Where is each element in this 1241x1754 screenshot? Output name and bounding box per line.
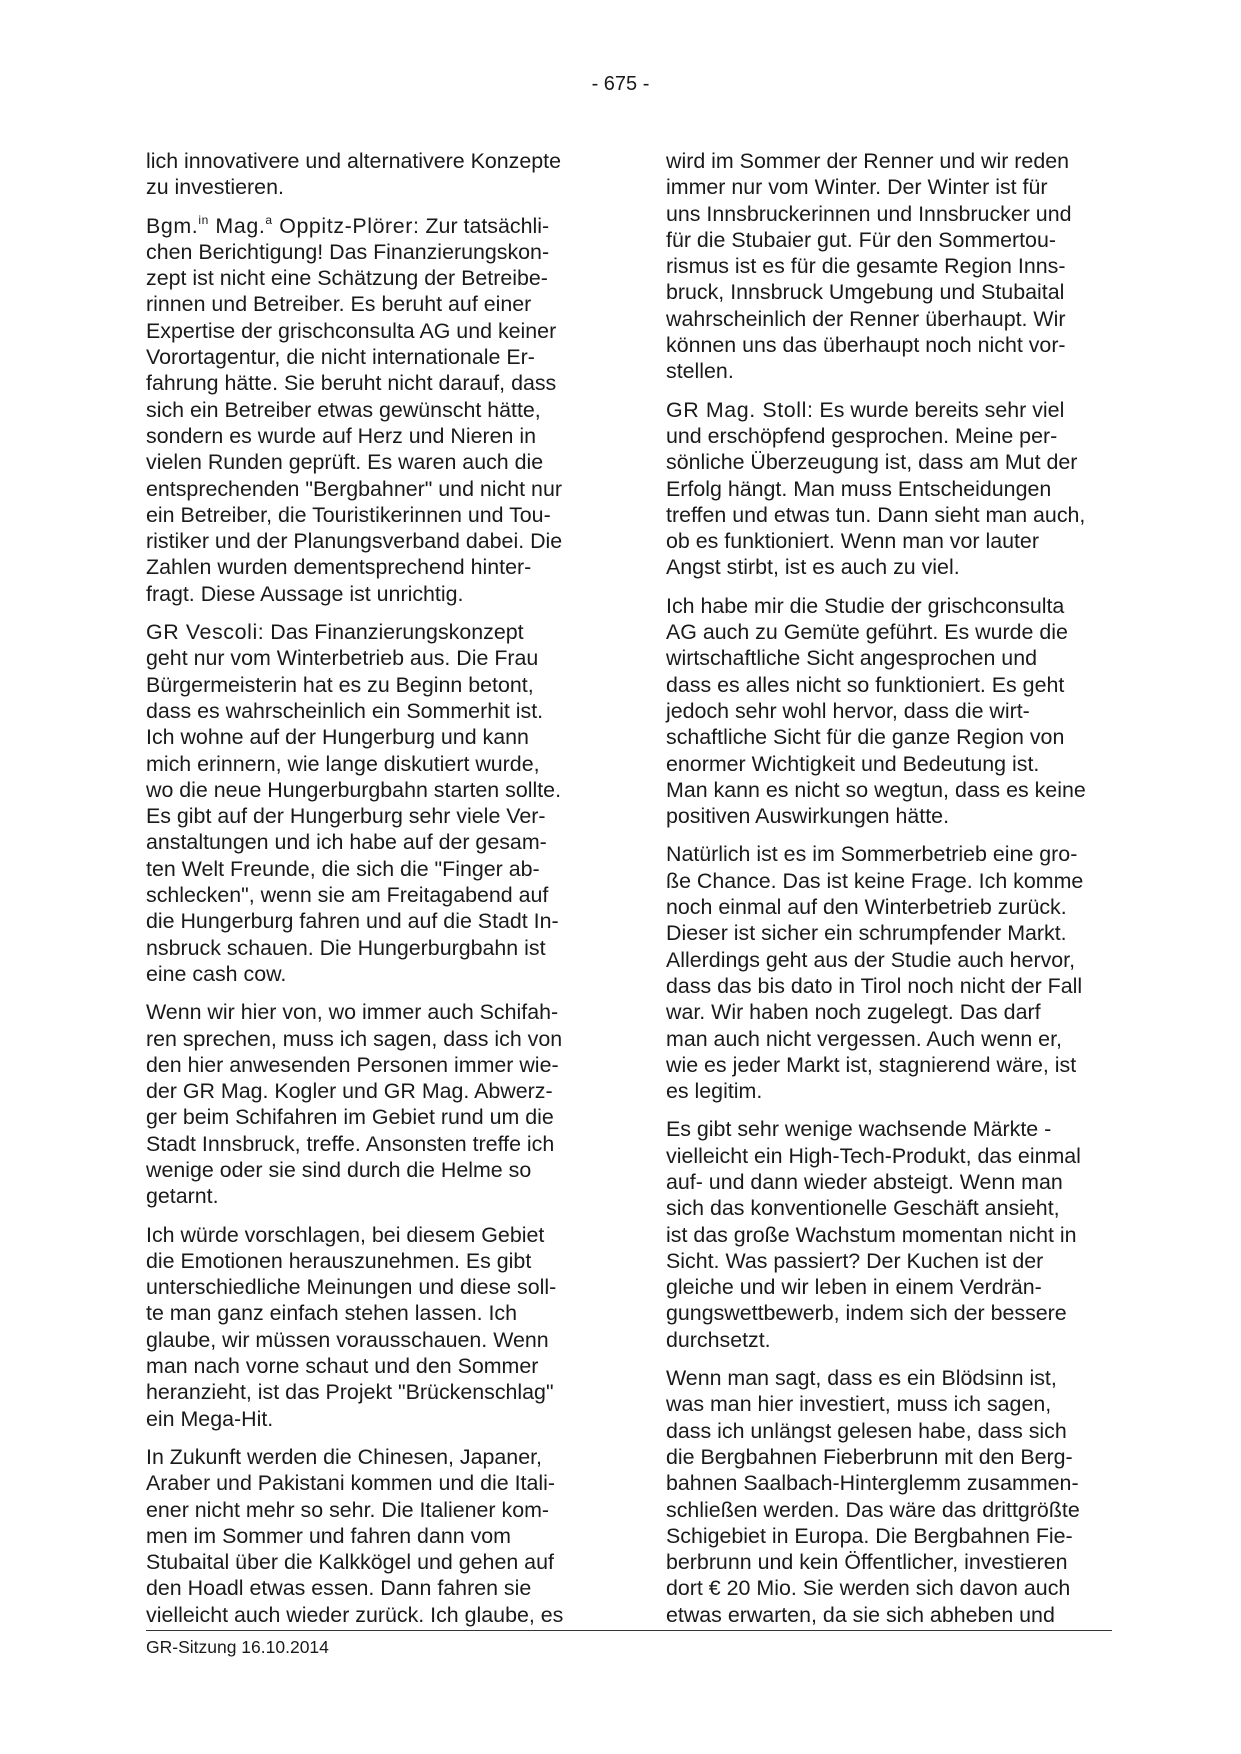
text-line: uns Innsbruckerinnen und Innsbrucker und [666, 201, 1072, 226]
text-line: Expertise der grischconsulta AG und keiner [146, 318, 557, 343]
text-line: Zur tatsächli- [419, 213, 550, 238]
text-line: vielleicht ein High-Tech-Produkt, das einmal [666, 1143, 1081, 1168]
text-line: anstaltungen und ich habe auf der gesam- [146, 830, 547, 855]
paragraph [146, 1444, 604, 1628]
text-line: nsbruck schauen. Die Hungerburgbahn ist [146, 935, 546, 960]
text-line: noch einmal auf den Winterbetrieb zurück. [666, 895, 1067, 920]
text-line: sondern es wurde auf Herz und Nieren in [146, 423, 537, 448]
text-line: gungswettbewerb, indem sich der bessere [666, 1301, 1067, 1326]
text-line: Es wurde bereits sehr viel [813, 397, 1065, 422]
paragraph-oppitz-ploerer [146, 213, 604, 607]
text-line: Bürgermeisterin hat es zu Beginn betont, [146, 672, 534, 697]
speaker-name: Bgm.$^{in}$ Mag.$^a$ Oppitz-Plörer: [146, 212, 420, 238]
text-line: die Hungerburg fahren und auf die Stadt In- [146, 909, 559, 934]
text-line: Allerdings geht aus der Studie auch hervor, [666, 947, 1076, 972]
text-line: ße Chance. Das ist keine Frage. Ich komme [666, 868, 1084, 893]
text-line: Wenn man sagt, dass es ein Blödsinn ist, [666, 1366, 1057, 1391]
footer-session-date: GR-Sitzung 16.10.2014 [146, 1637, 329, 1657]
text-line: Dieser ist sicher ein schrumpfender Markt. [666, 921, 1067, 946]
text-line: ein Betreiber, die Touristikerinnen und Tou- [146, 502, 551, 527]
text-line: wo die neue Hungerburgbahn starten sollte. [146, 777, 562, 802]
text-line: Schigebiet in Europa. Die Bergbahnen Fie- [666, 1523, 1073, 1548]
paragraph [666, 841, 1126, 1104]
text-line: auf- und dann wieder absteigt. Wenn man [666, 1169, 1063, 1194]
paragraph [666, 1116, 1126, 1353]
text-line: wenige oder sie sind durch die Helme so [146, 1157, 532, 1182]
text-line: mich erinnern, wie lange diskutiert wurde, [146, 751, 540, 776]
text-line: AG auch zu Gemüte geführt. Es wurde die [666, 620, 1068, 645]
text-line: fragt. Diese Aussage ist unrichtig. [146, 581, 464, 606]
text-line: schließen werden. Das wäre das drittgrößte [666, 1497, 1080, 1522]
text-line: ener nicht mehr so sehr. Die Italiener kom- [146, 1497, 550, 1522]
text-line: den hier anwesenden Personen immer wie- [146, 1052, 559, 1077]
text-line: Natürlich ist es im Sommerbetrieb eine gro- [666, 842, 1078, 867]
text-line: ristiker und der Planungsverband dabei. Die [146, 529, 563, 554]
text-line: Es gibt sehr wenige wachsende Märkte - [666, 1117, 1052, 1142]
text-line: wahrscheinlich der Renner überhaupt. Wir [666, 306, 1066, 331]
paragraph-vescoli [146, 619, 604, 987]
text-line: Wenn wir hier von, wo immer auch Schifah- [146, 1000, 559, 1025]
text-line: können uns das überhaupt noch nicht vor- [666, 333, 1066, 358]
text-line: man auch nicht vergessen. Auch wenn er, [666, 1026, 1062, 1051]
text-line: war. Wir haben noch zugelegt. Das darf [666, 1000, 1041, 1025]
text-line: etwas erwarten, da sie sich abheben und [666, 1602, 1055, 1627]
text-line: gleiche und wir leben in einem Verdrän- [666, 1275, 1042, 1300]
text-line: Sicht. Was passiert? Der Kuchen ist der [666, 1248, 1044, 1273]
text-line: Stubaital über die Kalkkögel und gehen auf [146, 1550, 554, 1575]
text-line: dass es wahrscheinlich ein Sommerhit ist. [146, 698, 544, 723]
text-line: schlecken", wenn sie am Freitagabend auf [146, 883, 549, 908]
text-line: berbrunn und kein Öffentlicher, investieren [666, 1550, 1068, 1575]
text-line: den Hoadl etwas essen. Dann fahren sie [146, 1576, 532, 1601]
paragraph [666, 148, 1126, 385]
text-line: rinnen und Betreiber. Es beruht auf einer [146, 292, 532, 317]
text-line: Das Finanzierungskonzept [264, 620, 524, 645]
text-line: ren sprechen, muss ich sagen, dass ich von [146, 1026, 563, 1051]
text-line: treffen und etwas tun. Dann sieht man auch, [666, 502, 1086, 527]
text-line: entsprechenden "Bergbahner" und nicht nur [146, 476, 562, 501]
paragraph [666, 1365, 1126, 1628]
left-column [146, 148, 604, 1640]
text-line: eine cash cow. [146, 961, 287, 986]
text-line: durchsetzt. [666, 1327, 771, 1352]
text-line: dort € 20 Mio. Sie werden sich davon auch [666, 1576, 1071, 1601]
text-line: te man ganz einfach stehen lassen. Ich [146, 1301, 518, 1326]
text-line: Es gibt auf der Hungerburg sehr viele Ver- [146, 804, 546, 829]
text-line: und erschöpfend gesprochen. Meine per- [666, 423, 1058, 448]
text-line: Araber und Pakistani kommen und die Itali- [146, 1471, 556, 1496]
text-line: der GR Mag. Kogler und GR Mag. Abwerz- [146, 1079, 553, 1104]
text-line: Zahlen wurden dementsprechend hinter- [146, 555, 532, 580]
text-line: zept ist nicht eine Schätzung der Betreibe- [146, 266, 548, 291]
text-line: getarnt. [146, 1184, 219, 1209]
text-line: geht nur vom Winterbetrieb aus. Die Frau [146, 646, 539, 671]
text-line: Stadt Innsbruck, treffe. Ansonsten treffe ich [146, 1131, 555, 1156]
page-number: - 675 - [591, 73, 650, 95]
text-line: heranzieht, ist das Projekt "Brückenschlag" [146, 1380, 554, 1405]
text-line: wird im Sommer der Renner und wir reden [666, 149, 1070, 173]
paragraph-stoll [666, 397, 1126, 581]
text-line: Erfolg hängt. Man muss Entscheidungen [666, 476, 1052, 501]
text-line: sich ein Betreiber etwas gewünscht hätte, [146, 397, 541, 422]
text-line: dass ich unlängst gelesen habe, dass sich [666, 1418, 1067, 1443]
text-line: Ich würde vorschlagen, bei diesem Gebiet [146, 1222, 545, 1247]
text-line: ein Mega-Hit. [146, 1406, 274, 1431]
speaker-name: GR Mag. Stoll: [666, 397, 814, 422]
paragraph [146, 1222, 604, 1432]
text-line: Angst stirbt, ist es auch zu viel. [666, 555, 960, 580]
text-line: chen Berichtigung! Das Finanzierungskon- [146, 239, 550, 264]
text-line: positiven Auswirkungen hätte. [666, 804, 950, 829]
text-line: wie es jeder Markt ist, stagnierend wäre, ist [666, 1052, 1077, 1077]
text-line: Ich wohne auf der Hungerburg und kann [146, 725, 529, 750]
text-line: sich das konventionelle Geschäft ansieht, [666, 1196, 1060, 1221]
text-line: dass das bis dato in Tirol noch nicht der Fall [666, 973, 1083, 998]
text-line: bahnen Saalbach-Hinterglemm zusammen- [666, 1471, 1079, 1496]
text-line: fahrung hätte. Sie beruht nicht darauf, dass [146, 371, 557, 396]
text-line: men im Sommer und fahren dann vom [146, 1523, 511, 1548]
text-line: schaftliche Sicht für die ganze Region von [666, 725, 1065, 750]
speaker-name: GR Vescoli: [146, 620, 265, 645]
text-line: Ich habe mir die Studie der grischconsulta [666, 593, 1065, 618]
text-line: ist das große Wachstum momentan nicht in [666, 1222, 1077, 1247]
text-line: glaube, wir müssen vorausschauen. Wenn [146, 1327, 549, 1352]
text-line: ger beim Schifahren im Gebiet rund um die [146, 1105, 554, 1130]
text-line: enormer Wichtigkeit und Bedeutung ist. [666, 751, 1040, 776]
text-line: bruck, Innsbruck Umgebung und Stubaital [666, 280, 1065, 305]
text-line: was man hier investiert, muss ich sagen, [666, 1392, 1052, 1417]
text-line: man nach vorne schaut und den Sommer [146, 1354, 539, 1379]
text-line: stellen. [666, 359, 734, 384]
text-line: wirtschaftliche Sicht angesprochen und [666, 646, 1037, 671]
text-line: ten Welt Freunde, die sich die "Finger ab- [146, 856, 540, 881]
right-column [666, 148, 1126, 1640]
text-line: zu investieren. [146, 175, 284, 200]
text-line: ob es funktioniert. Wenn man vor lauter [666, 529, 1039, 554]
text-line: die Emotionen herauszunehmen. Es gibt [146, 1248, 532, 1273]
paragraph [666, 593, 1126, 830]
text-line: rismus ist es für die gesamte Region Inns- [666, 254, 1066, 279]
paragraph [146, 999, 604, 1209]
text-line: es legitim. [666, 1079, 763, 1104]
text-line: immer nur vom Winter. Der Winter ist für [666, 175, 1048, 200]
text-line: Man kann es nicht so wegtun, dass es keine [666, 777, 1086, 802]
text-line: Vorortagentur, die nicht internationale Er- [146, 345, 535, 370]
text-line: vielleicht auch wieder zurück. Ich glaube, es [146, 1602, 564, 1627]
footer-divider [146, 1630, 1112, 1631]
text-line: lich innovativere und alternativere Konzepte [146, 149, 561, 173]
text-line: jedoch sehr wohl hervor, dass die wirt- [666, 698, 1030, 723]
superscript: a [265, 212, 273, 227]
text-line: unterschiedliche Meinungen und diese soll- [146, 1275, 557, 1300]
text-line: In Zukunft werden die Chinesen, Japaner, [146, 1444, 542, 1469]
text-line: dass es alles nicht so funktioniert. Es geht [666, 672, 1065, 697]
superscript: in [198, 212, 209, 227]
text-line: für die Stubaier gut. Für den Sommertou- [666, 227, 1056, 252]
text-line: sönliche Überzeugung ist, dass am Mut der [666, 450, 1078, 475]
paragraph [146, 148, 604, 201]
text-line: vielen Runden geprüft. Es waren auch die [146, 450, 544, 475]
text-line: die Bergbahnen Fieberbrunn mit den Berg- [666, 1444, 1073, 1469]
